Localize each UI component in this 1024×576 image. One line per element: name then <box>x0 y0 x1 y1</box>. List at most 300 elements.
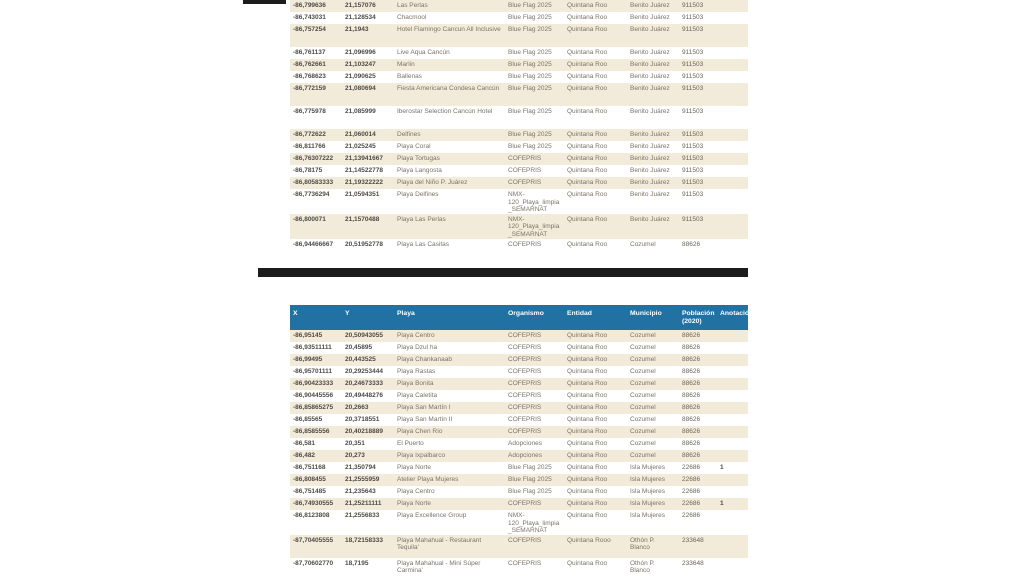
table-row <box>290 12 748 24</box>
cell-mun: Cozumel <box>630 416 656 423</box>
cell-x: -86,799636 <box>293 2 326 9</box>
section-divider-bar <box>258 268 748 277</box>
cell-org: COFEPRIS <box>508 536 542 544</box>
table-row <box>290 47 748 59</box>
cell-y: 21,1943 <box>345 26 369 33</box>
cell-y: 20,51952778 <box>345 240 383 248</box>
cell-y: 20,29253444 <box>345 368 383 375</box>
cell-x: -86,768623 <box>293 73 326 80</box>
cell-x: -86,74930555 <box>293 500 334 507</box>
cell-anot <box>717 378 748 390</box>
cell-org: Blue Flag 2025 <box>508 464 552 471</box>
table-row <box>290 177 748 189</box>
cell-x: -86,751485 <box>293 488 326 495</box>
cell-org: Blue Flag 2025 <box>508 26 552 33</box>
cell-y: 21,080694 <box>345 85 376 92</box>
cell-anot <box>717 153 748 165</box>
cell-anot <box>717 24 748 47</box>
cell-y: 21,350794 <box>345 464 376 471</box>
cell-anot <box>717 510 748 535</box>
beach-table-upper <box>290 0 748 251</box>
cell-x: -86,95145 <box>293 332 323 339</box>
cell-y: 18,7195 <box>345 559 369 567</box>
cell-playa: Playa Dzul ha <box>397 344 438 351</box>
cell-playa: Playa Rastas <box>397 368 436 375</box>
table-row <box>290 378 748 390</box>
table-row <box>290 426 748 438</box>
cell-mun: Cozumel <box>630 380 656 387</box>
cell-anot <box>717 106 748 129</box>
cell-y: 20,40218889 <box>345 428 383 435</box>
cell-y: 20,273 <box>345 452 365 459</box>
table-row <box>290 486 748 498</box>
cell-mun: Benito Juárez <box>630 131 670 138</box>
cell-y: 21,025245 <box>345 143 376 150</box>
cell-mun: Benito Juárez <box>630 26 670 33</box>
cell-mun: Benito Juárez <box>630 14 670 21</box>
cell-mun: Benito Juárez <box>630 108 670 115</box>
cell-mun: Benito Juárez <box>630 179 670 186</box>
cell-playa: Playa Norte <box>397 500 431 507</box>
cell-x: -86,95701111 <box>293 368 333 375</box>
cell-mun: Benito Juárez <box>630 49 670 56</box>
cell-playa: Playa Las Perlas <box>397 215 446 223</box>
cell-pob: 911503 <box>682 85 704 92</box>
cell-playa: Playa Chankanaab <box>397 356 452 363</box>
cell-org: COFEPRIS <box>508 179 542 186</box>
cell-playa: Playa Langosta <box>397 167 442 174</box>
cell-mun: Benito Juárez <box>630 167 670 174</box>
table-row <box>290 189 748 214</box>
cell-ent: Quintana Roo <box>567 464 608 471</box>
cell-anot: 1 <box>720 500 724 507</box>
cell-playa: Playa Mahahual - Mini Súper Carmina' <box>397 559 481 575</box>
cell-mun: Isla Mujeres <box>630 512 666 519</box>
cell-mun: Cozumel <box>630 428 656 435</box>
cell-x: -86,762661 <box>293 61 326 68</box>
table-row <box>290 354 748 366</box>
cell-org: COFEPRIS <box>508 404 542 411</box>
cell-ent: Quintana Roo <box>567 26 608 33</box>
cell-playa: Playa San Martín I <box>397 404 451 411</box>
cell-x: -86,751168 <box>293 464 326 471</box>
column-header-pob: Población (2020) <box>679 305 717 330</box>
cell-y: 21,085999 <box>345 108 376 115</box>
cell-mun: Cozumel <box>630 332 656 339</box>
cell-org: Adopciones <box>508 452 542 459</box>
cell-anot <box>717 414 748 426</box>
cell-pob: 88626 <box>682 428 701 435</box>
table-row <box>290 83 748 106</box>
cell-anot <box>717 354 748 366</box>
cell-y: 18,72158333 <box>345 536 383 544</box>
cell-pob: 911503 <box>682 215 704 223</box>
cell-x: -86,800071 <box>293 215 326 223</box>
cell-org: COFEPRIS <box>508 240 542 248</box>
cell-org: COFEPRIS <box>508 559 542 567</box>
cell-pob: 88626 <box>682 392 701 399</box>
cell-mun: Benito Juárez <box>630 2 670 9</box>
cell-ent: Quintana Roo <box>567 167 608 174</box>
beach-table-lower-body <box>290 330 748 576</box>
cell-pob: 88626 <box>682 332 701 339</box>
cell-pob: 22686 <box>682 512 701 519</box>
cell-ent: Quintana Roo <box>567 452 608 459</box>
cell-playa: Delfines <box>397 131 421 138</box>
cell-org: Blue Flag 2025 <box>508 2 552 9</box>
cell-y: 20,45895 <box>345 344 373 351</box>
cell-y: 20,443525 <box>345 356 376 363</box>
cell-playa: Playa Centro <box>397 488 435 495</box>
table-row <box>290 450 748 462</box>
cell-ent: Quintana Roo <box>567 440 608 447</box>
cell-x: -86,80583333 <box>293 179 334 186</box>
cell-anot <box>717 402 748 414</box>
cell-pob: 911503 <box>682 167 704 174</box>
cell-mun: Cozumel <box>630 392 656 399</box>
cell-org: COFEPRIS <box>508 356 542 363</box>
table-row <box>290 24 748 47</box>
cell-x: -86,76307222 <box>293 155 334 162</box>
cell-pob: 911503 <box>682 2 704 9</box>
table-row <box>290 59 748 71</box>
table-row <box>290 0 748 12</box>
cell-ent: Quintana Roo <box>567 344 608 351</box>
cell-ent: Quintana Roo <box>567 73 608 80</box>
cell-pob: 911503 <box>682 14 704 21</box>
cell-x: -87,70602770 <box>293 559 334 567</box>
cell-org: Blue Flag 2025 <box>508 49 552 56</box>
cell-org: Blue Flag 2025 <box>508 476 552 483</box>
cell-y: 21,0594351 <box>345 191 380 198</box>
cell-ent: Quintana Roo <box>567 179 608 186</box>
cell-playa: Playa Tortugas <box>397 155 440 162</box>
table-row <box>290 330 748 342</box>
cell-mun: Cozumel <box>630 452 656 459</box>
cell-org: COFEPRIS <box>508 380 542 387</box>
cell-x: -86,90445556 <box>293 392 334 399</box>
cell-mun: Benito Juárez <box>630 85 670 92</box>
column-header-org: Organismo <box>505 305 564 330</box>
cell-ent: Quintana Roo <box>567 559 608 567</box>
cell-x: -86,85565 <box>293 416 323 423</box>
cell-mun: Benito Juárez <box>630 191 670 198</box>
cell-pob: 911503 <box>682 73 704 80</box>
table-row <box>290 239 748 251</box>
cell-anot <box>717 214 748 239</box>
cell-org: Blue Flag 2025 <box>508 143 552 150</box>
cell-anot <box>717 177 748 189</box>
cell-ent: Quintana Roo <box>567 240 608 248</box>
cell-x: -86,761137 <box>293 49 326 56</box>
cell-y: 20,3718551 <box>345 416 380 423</box>
table-row <box>290 558 748 576</box>
table-row <box>290 71 748 83</box>
column-header-mun: Municipio <box>627 305 679 330</box>
table-row <box>290 366 748 378</box>
cell-pob: 233648 <box>682 536 704 544</box>
cell-playa: Playa Excellence Group <box>397 512 467 519</box>
cell-pob: 911503 <box>682 191 704 198</box>
cell-anot <box>717 438 748 450</box>
cell-playa: Iberostar Selection Cancún Hotel <box>397 108 493 115</box>
cell-y: 20,50943055 <box>345 332 383 339</box>
table-row <box>290 474 748 486</box>
cell-mun: Cozumel <box>630 440 656 447</box>
cell-playa: Marlin <box>397 61 415 68</box>
cell-mun: Cozumel <box>630 344 656 351</box>
cell-anot <box>717 189 748 214</box>
column-header-x: X <box>290 305 342 330</box>
cell-org: COFEPRIS <box>508 416 542 423</box>
cell-pob: 22686 <box>682 464 701 471</box>
cell-anot <box>717 59 748 71</box>
cell-pob: 911503 <box>682 61 704 68</box>
cell-anot <box>717 330 748 342</box>
cell-playa: Playa Norte <box>397 464 431 471</box>
column-header-ent: Entidad <box>564 305 627 330</box>
cell-org: Adopciones <box>508 440 542 447</box>
cell-ent: Quintana Roo <box>567 332 608 339</box>
cell-playa: El Puerto <box>397 440 424 447</box>
cell-y: 21,2556833 <box>345 512 380 519</box>
cell-pob: 911503 <box>682 179 704 186</box>
cell-pob: 88626 <box>682 368 701 375</box>
table-row <box>290 402 748 414</box>
cell-pob: 22686 <box>682 476 701 483</box>
cell-anot <box>717 558 748 576</box>
cell-x: -86,743031 <box>293 14 326 21</box>
cell-org: COFEPRIS <box>508 368 542 375</box>
cell-anot <box>717 12 748 24</box>
cell-mun: Othón P. Blanco <box>630 536 655 552</box>
cell-pob: 88626 <box>682 240 701 248</box>
cell-y: 21,2555959 <box>345 476 380 483</box>
cell-pob: 88626 <box>682 380 701 387</box>
cell-anot <box>717 390 748 402</box>
cell-org: Blue Flag 2025 <box>508 108 552 115</box>
cell-ent: Quintana Roo <box>567 500 608 507</box>
beach-table-lower <box>290 305 754 576</box>
table-row <box>290 498 748 510</box>
cell-ent: Quintana Roo <box>567 476 608 483</box>
cell-playa: Playa San Martín II <box>397 416 453 423</box>
column-header-anot: Anotación <box>717 305 748 330</box>
cell-mun: Cozumel <box>630 368 656 375</box>
table-row <box>290 535 748 558</box>
cell-ent: Quintana Rooo <box>567 536 611 544</box>
cell-pob: 911503 <box>682 26 704 33</box>
cell-x: -86,772159 <box>293 85 326 92</box>
cell-anot <box>717 474 748 486</box>
cell-pob: 88626 <box>682 344 701 351</box>
cell-mun: Benito Juárez <box>630 143 670 150</box>
cell-mun: Benito Juárez <box>630 73 670 80</box>
cell-ent: Quintana Roo <box>567 191 608 198</box>
cell-playa: Playa Mahahual - Restaurant Tequila' <box>397 536 482 552</box>
cell-pob: 911503 <box>682 131 704 138</box>
column-header-y: Y <box>342 305 394 330</box>
cell-y: 20,24673333 <box>345 380 383 387</box>
cell-playa: Playa Centro <box>397 332 435 339</box>
cell-org: COFEPRIS <box>508 344 542 351</box>
table-row <box>290 129 748 141</box>
cell-x: -86,772622 <box>293 131 326 138</box>
cell-anot <box>717 129 748 141</box>
cell-anot <box>717 0 748 12</box>
cell-ent: Quintana Roo <box>567 108 608 115</box>
cell-pob: 233648 <box>682 559 704 567</box>
cell-y: 21,25211111 <box>345 500 382 507</box>
cell-x: -86,581 <box>293 440 316 447</box>
cell-ent: Quintana Roo <box>567 215 608 223</box>
cell-anot <box>717 71 748 83</box>
cell-ent: Quintana Roo <box>567 85 608 92</box>
cell-y: 21,090625 <box>345 73 376 80</box>
cell-ent: Quintana Roo <box>567 392 608 399</box>
cell-playa: Playa Ixpalbarco <box>397 452 446 459</box>
cell-x: -86,775978 <box>293 108 326 115</box>
cell-y: 21,096996 <box>345 49 376 56</box>
cell-anot <box>717 366 748 378</box>
cell-ent: Quintana Roo <box>567 2 608 9</box>
cell-mun: Benito Juárez <box>630 155 670 162</box>
cell-org: Blue Flag 2025 <box>508 85 552 92</box>
cell-playa: Playa Bonita <box>397 380 434 387</box>
cell-pob: 88626 <box>682 404 701 411</box>
cell-x: -86,99495 <box>293 356 323 363</box>
cell-y: 21,157076 <box>345 2 376 9</box>
cell-mun: Othón P. Blanco <box>630 559 655 575</box>
table-row <box>290 438 748 450</box>
beach-table-upper-body <box>290 0 748 251</box>
black-bar-fragment <box>243 0 286 4</box>
cell-pob: 88626 <box>682 452 701 459</box>
cell-ent: Quintana Roo <box>567 416 608 423</box>
cell-y: 20,2663 <box>345 404 369 411</box>
cell-mun: Benito Juárez <box>630 61 670 68</box>
cell-pob: 88626 <box>682 416 701 423</box>
cell-playa: Playa Coral <box>397 143 431 150</box>
cell-y: 21,103247 <box>345 61 376 68</box>
cell-playa: Chacmool <box>397 14 427 21</box>
table-row <box>290 106 748 129</box>
cell-anot <box>717 47 748 59</box>
table-row <box>290 510 748 535</box>
cell-org: COFEPRIS <box>508 167 542 174</box>
header-row <box>290 305 748 330</box>
cell-anot <box>717 450 748 462</box>
cell-pob: 22686 <box>682 488 701 495</box>
cell-playa: Live Aqua Cancún <box>397 49 450 56</box>
table-row <box>290 214 748 239</box>
cell-y: 21,128534 <box>345 14 376 21</box>
cell-anot <box>717 342 748 354</box>
cell-playa: Playa del Niño P. Juárez <box>397 179 468 186</box>
cell-x: -86,85865275 <box>293 404 334 411</box>
cell-anot: 1 <box>720 464 724 471</box>
table-row <box>290 165 748 177</box>
cell-y: 21,1570488 <box>345 215 380 223</box>
cell-x: -86,482 <box>293 452 316 459</box>
cell-anot <box>717 486 748 498</box>
cell-pob: 911503 <box>682 155 704 162</box>
cell-y: 21,19322222 <box>345 179 383 186</box>
cell-mun: Isla Mujeres <box>630 476 666 483</box>
cell-org: NMX-120_Playa_limpia_SEMARNAT <box>508 215 560 238</box>
cell-pob: 88626 <box>682 356 701 363</box>
cell-ent: Quintana Roo <box>567 368 608 375</box>
cell-x: -86,808455 <box>293 476 326 483</box>
cell-y: 21,13941667 <box>345 155 383 162</box>
cell-x: -86,811766 <box>293 143 326 150</box>
cell-x: -86,757254 <box>293 26 326 33</box>
cell-ent: Quintana Roo <box>567 404 608 411</box>
beach-table-lower-header <box>290 305 754 330</box>
cell-ent: Quintana Roo <box>567 155 608 162</box>
cell-pob: 911503 <box>682 143 704 150</box>
cell-mun: Benito Juárez <box>630 215 670 223</box>
cell-y: 20,49448276 <box>345 392 383 399</box>
cell-ent: Quintana Roo <box>567 61 608 68</box>
cell-playa: Hotel Flamingo Cancun All Inclusive <box>397 26 501 33</box>
column-header-playa: Playa <box>394 305 505 330</box>
cell-org: Blue Flag 2025 <box>508 14 552 21</box>
cell-pob: 911503 <box>682 108 704 115</box>
cell-mun: Cozumel <box>630 356 656 363</box>
cell-ent: Quintana Roo <box>567 356 608 363</box>
cell-x: -86,78175 <box>293 167 323 174</box>
table-row <box>290 342 748 354</box>
cell-playa: Playa Delfines <box>397 191 439 198</box>
table-row <box>290 414 748 426</box>
cell-x: -86,7736294 <box>293 191 330 198</box>
cell-pob: 88626 <box>682 440 701 447</box>
cell-org: Blue Flag 2025 <box>508 61 552 68</box>
cell-y: 21,235643 <box>345 488 376 495</box>
cell-mun: Cozumel <box>630 404 656 411</box>
cell-anot <box>717 141 748 153</box>
cell-org: Blue Flag 2025 <box>508 131 552 138</box>
cell-org: Blue Flag 2025 <box>508 488 552 495</box>
cell-x: -86,8585556 <box>293 428 330 435</box>
cell-playa: Las Perlas <box>397 2 428 9</box>
cell-playa: Atelier Playa Mujeres <box>397 476 459 483</box>
cell-x: -86,8123808 <box>293 512 330 519</box>
cell-org: COFEPRIS <box>508 428 542 435</box>
cell-org: COFEPRIS <box>508 155 542 162</box>
cell-pob: 22686 <box>682 500 701 507</box>
cell-ent: Quintana Roo <box>567 14 608 21</box>
cell-ent: Quintana Roo <box>567 488 608 495</box>
cell-playa: Fiesta Americana Condesa Cancún <box>397 85 500 92</box>
table-row <box>290 462 748 474</box>
cell-y: 21,14522778 <box>345 167 383 174</box>
cell-ent: Quintana Roo <box>567 512 608 519</box>
cell-anot <box>717 535 748 558</box>
cell-ent: Quintana Roo <box>567 380 608 387</box>
cell-x: -86,93511111 <box>293 344 332 351</box>
cell-anot <box>717 83 748 106</box>
cell-anot <box>717 165 748 177</box>
cell-x: -86,94466667 <box>293 240 334 248</box>
cell-org: Blue Flag 2025 <box>508 73 552 80</box>
cell-org: NMX-120_Playa_limpia_SEMARNAT <box>508 191 560 214</box>
cell-y: 20,351 <box>345 440 365 447</box>
cell-playa: Ballenas <box>397 73 422 80</box>
cell-mun: Isla Mujeres <box>630 464 666 471</box>
cell-ent: Quintana Roo <box>567 143 608 150</box>
